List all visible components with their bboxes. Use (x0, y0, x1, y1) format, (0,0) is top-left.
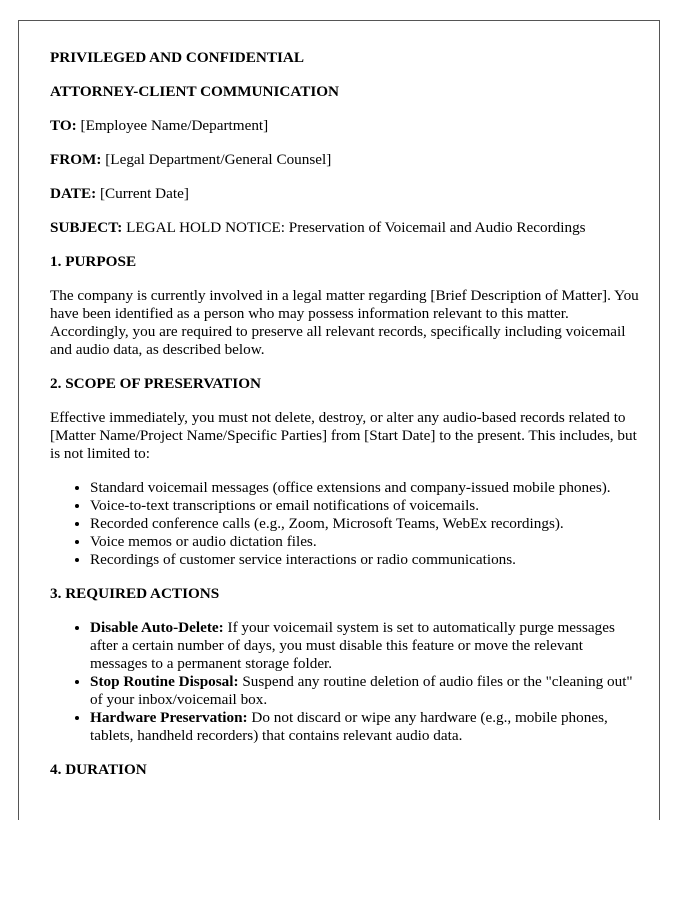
list-item: • Standard voicemail messages (office extensions and company-issued mobile phones). (90, 479, 639, 497)
scope-paragraph: Effective immediately, you must not delete, destroy, or alter any audio-based records related to [Matter Name/Project Name/Specific Parties] from [Start Date] to the present. This includes, but is not limited to: (50, 409, 637, 462)
list-item: • Recorded conference calls (e.g., Zoom, Microsoft Teams, WebEx recordings). (90, 515, 639, 533)
list-item: • Voice memos or audio dictation files. (90, 533, 639, 551)
actions-heading: 3. REQUIRED ACTIONS (50, 585, 220, 602)
memo-from-value: [Legal Department/General Counsel] (101, 151, 332, 168)
memo-subject (50, 219, 639, 237)
memo-to (50, 117, 639, 135)
memo-from-label: FROM: (50, 151, 102, 168)
memo-subject-value: LEGAL HOLD NOTICE: Preservation of Voicemail and Audio Recordings (122, 219, 586, 236)
memo-from (50, 151, 639, 169)
action-text: If your voicemail system is set to automatically purge messages after a certain number of days, you must disable this feature or move the relevant messages to a permanent storage folder. (90, 619, 615, 672)
memo-to-value: [Employee Name/Department] (76, 117, 269, 134)
document-body (19, 21, 659, 779)
list-item (90, 709, 639, 745)
purpose-paragraph: The company is currently involved in a legal matter regarding [Brief Description of Matter]. You have been identified as a person who may possess information relevant to this matter. Accordingly, you are required to preserve all relevant records, specifically including voicemail and audio data, as described below. (50, 287, 639, 358)
scope-list (50, 479, 639, 569)
memo-to-label: TO: (50, 117, 77, 134)
purpose-heading: 1. PURPOSE (50, 253, 137, 270)
memo-subject-label: SUBJECT: (50, 219, 123, 236)
action-text: Suspend any routine deletion of audio files or the "cleaning out" of your inbox/voicemail box. (90, 673, 633, 708)
action-label: Stop Routine Disposal: (90, 673, 239, 690)
actions-list (50, 619, 639, 745)
privileged-heading: PRIVILEGED AND CONFIDENTIAL (50, 49, 305, 66)
document-page (18, 20, 660, 820)
attorney-client-heading: ATTORNEY-CLIENT COMMUNICATION (50, 83, 340, 100)
scope-heading: 2. SCOPE OF PRESERVATION (50, 375, 261, 392)
action-text: Do not discard or wipe any hardware (e.g., mobile phones, tablets, handheld recorders) that contains relevant audio data. (90, 709, 608, 744)
list-item: • Voice-to-text transcriptions or email notifications of voicemails. (90, 497, 639, 515)
memo-date (50, 185, 639, 203)
list-item (90, 619, 639, 673)
list-item (90, 673, 639, 709)
memo-date-label: DATE: (50, 185, 97, 202)
memo-date-value: [Current Date] (96, 185, 189, 202)
list-item: • Recordings of customer service interactions or radio communications. (90, 551, 639, 569)
duration-heading: 4. DURATION (50, 761, 147, 778)
action-label: Disable Auto-Delete: (90, 619, 224, 636)
action-label: Hardware Preservation: (90, 709, 248, 726)
